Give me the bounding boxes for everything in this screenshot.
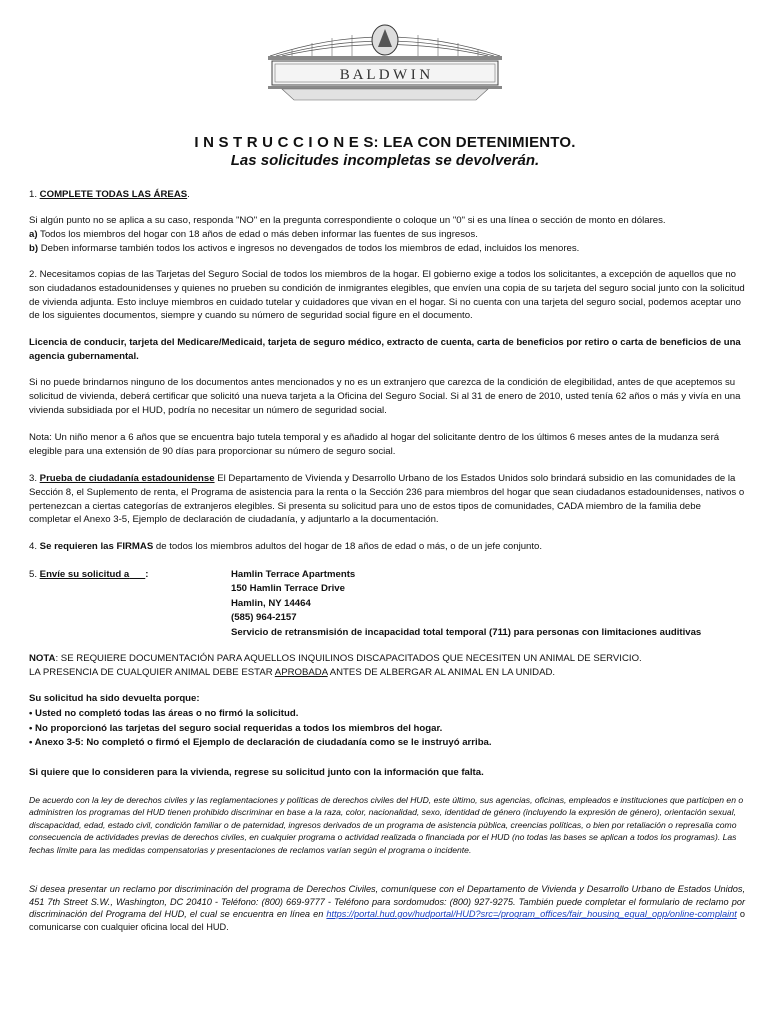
address-relay-service: Servicio de retransmisión de incapacidad total temporal (711) para personas con limitaciones auditivas xyxy=(231,626,702,638)
section-2-note: Nota: Un niño menor a 6 años que se encuentra bajo tutela temporal y es añadido al hogar del solicitante dentro de los últimos 6 meses antes de la mudanza será elegible para una extensión de 90 días para proporcionar su número de seguro social. xyxy=(29,432,720,457)
section-1-body: Si algún punto no se aplica a su caso, responda "NO" en la pregunta correspondiente o coloque un "0" si es una línea o sección de monto en dólares. a) Todos los miembros del hogar con 18 años de edad o más deben informar las fuentes de sus ingresos. b) Deben informarse también todos los activos e ingresos no devengados de todos los miembros de edad, incluidos los menores. xyxy=(29,215,666,254)
complaint-info: Si desea presentar un reclamo por discriminación del programa de Derechos Civiles, comuníquese con el Departamento de Vivienda y Desarrollo Urbano de Estados Unidos, 451 7th Street S.W., Washington, DC 20410 - Teléfono: (800) 669-9777 - Teléfono para sordomudos: (800) 927-9275. También puede completar el formulario de reclamo por discriminación del Programa del HUD, el cual se encuentra en línea en https://portal.hud.gov/hudportal/HUD?src=/program_offices/fair_housing_equal_opp/online-complaint o comunicarse con cualquier oficina local del HUD. xyxy=(29,884,745,932)
page-title: I N S T R U C C I O N E S: LEA CON DETENIMIENTO. xyxy=(194,134,576,151)
section-2-body: 2. Necesitamos copias de las Tarjetas del Seguro Social de todos los miembros de la hogar. El gobierno exige a todos los solicitantes, a excepción de aquellos que no son ciudadanos estadounidenses y quienes no prueben su condición de inmigrantes elegibles, que envíen una copia de su tarjeta del seguro social junto con la solicitud de vivienda adjunta. Esto incluye miembros en cuidado tutelar y cuidadores que vivan en el hogar. Si no cuenta con una tarjeta del seguro social, podemos aceptar uno de los siguientes documentos, siempre y cuando su número de seguridad social figure en el documento. xyxy=(29,269,745,322)
section-1-heading: 1. COMPLETE TODAS LAS ÁREAS. xyxy=(29,189,190,200)
section-2-no-card: Si no puede brindarnos ninguno de los documentos antes mencionados y no es un extranjero que carezca de la condición de elegibilidad, antes de que aceptemos su solicitud de vivienda, deberá certificar que solicitó una nueva tarjeta a la Oficina del Seguro Social. Si al 31 de enero de 2010, usted tenía 62 años o más y vivía en una vivienda subsidiada por el HUD, podría no necesitar un número de seguridad social. xyxy=(29,377,741,416)
address-street: 150 Hamlin Terrace Drive xyxy=(231,583,345,595)
section-5-heading: 5. Envíe su solicitud a : xyxy=(29,569,149,580)
returned-title: Su solicitud ha sido devuelta porque: xyxy=(29,693,200,704)
section-2-documents: Licencia de conducir, tarjeta del Medicare/Medicaid, tarjeta de seguro médico, extracto de cuenta, carta de beneficios por retiro o carta de beneficios de una agencia gubernamental. xyxy=(29,337,741,362)
returned-reasons xyxy=(29,692,745,751)
section-3-citizenship: 3. Prueba de ciudadanía estadounidense El Departamento de Vivienda y Desarrollo Urbano de los Estados Unidos solo brindará subsidio en las comunidades de la Sección 8, el Suplemento de renta, el Programa de asistencia para la renta o la Sección 236 para miembros del hogar que sean ciudadanos estadounidenses, nativos o pertenezcan a ciertas categorías de extranjeros elegibles. Si presenta su solicitud para uno de estos tipos de comunidades, CADA miembro de la familia debe completar el Anexo 3-5, Ejemplo de declaración de ciudadanía, y adjuntarlo a la documentación. xyxy=(29,473,745,526)
returned-reason: • Usted no completó todas las áreas o no firmó la solicitud. xyxy=(29,707,299,719)
address-city: Hamlin, NY 14464 xyxy=(231,597,311,609)
mailing-address xyxy=(231,568,751,640)
resubmit-instruction: Si quiere que lo consideren para la vivienda, regrese su solicitud junto con la información que falta. xyxy=(29,767,484,778)
address-phone: (585) 964-2157 xyxy=(231,612,297,624)
returned-reason: • Anexo 3-5: No completó o firmó el Ejemplo de declaración de ciudadanía como se le instruyó arriba. xyxy=(29,737,492,749)
hud-complaint-link[interactable]: https://portal.hud.gov/hudportal/HUD?src=/program_offices/fair_housing_equal_opp/online-complaint xyxy=(326,909,737,920)
section-4-signatures: 4. Se requieren las FIRMAS de todos los miembros adultos del hogar de 18 años de edad o más, o de un jefe conjunto. xyxy=(29,541,543,552)
service-animal-note: NOTA: SE REQUIERE DOCUMENTACIÓN PARA AQUELLOS INQUILINOS DISCAPACITADOS QUE NECESITEN UN ANIMAL DE SERVICIO. LA PRESENCIA DE CUALQUIER ANIMAL DEBE ESTAR APROBADA ANTES DE ALBERGAR AL ANIMAL EN LA UNIDAD. xyxy=(29,653,642,678)
nondiscrimination-statement: De acuerdo con la ley de derechos civiles y las reglamentaciones y políticas de derechos civiles del HUD, este último, sus agencias, oficinas, empleados e instituciones que participen en o administren los programas del HUD tienen prohibido discriminar en base a la raza, color, nacionalidad, sexo, identidad de género (incluyendo la expresión de género), orientación sexual, discapacidad, edad, estado civil, condición familiar o de paternidad, ingresos derivados de un programa de asistencia pública, creencias políticas, o bien por retaliación o represalia como consecuencia de actividades previas de derechos civiles, en cualquier programa o actividad realizada o financiada por el HUD (no todas las bases se aplican a todos los programas). Las fechas límite para las medidas compensatorias y presentaciones de reclamos varían según el programa o incidente. xyxy=(29,795,744,855)
logo-wordmark: B A L D W I N xyxy=(339,67,431,83)
baldwin-logo xyxy=(262,20,508,106)
address-name: Hamlin Terrace Apartments xyxy=(231,569,356,580)
page-subtitle: Las solicitudes incompletas se devolverán. xyxy=(230,152,540,169)
returned-reason: • No proporcionó las tarjetas del seguro social requeridas a todos los miembros del hogar. xyxy=(29,722,443,734)
